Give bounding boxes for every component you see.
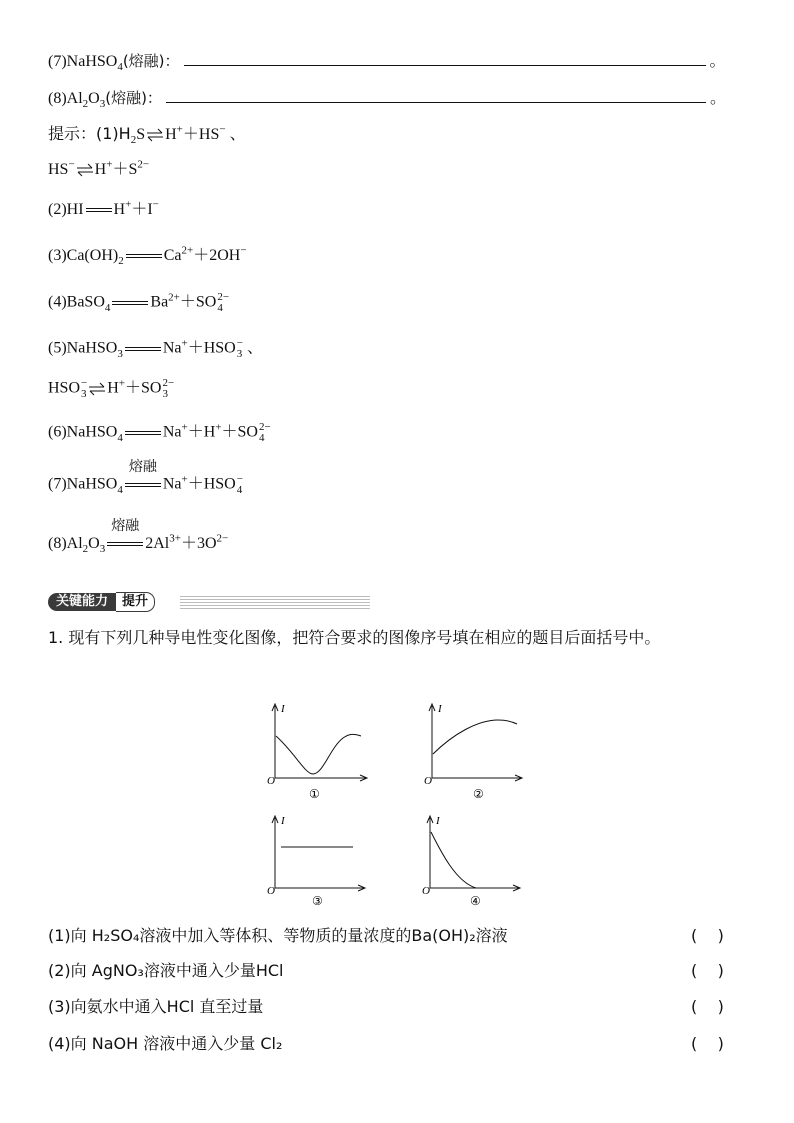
period: 。 (709, 90, 726, 107)
text: SO (237, 423, 258, 441)
graph-2 (418, 698, 533, 802)
axis-origin: O (422, 885, 430, 897)
equals-sign (110, 293, 150, 313)
graph-caption: ③ (312, 894, 323, 908)
hint-line-3: $(3)Ca(OH)_2$ $Ca^{2+}+2OH^-$ (48, 244, 247, 268)
equals-sign-melt (105, 518, 145, 554)
text: H (113, 201, 126, 218)
text: 、 (229, 126, 246, 143)
hint-line-1: 提示：$(1)H_2S$ H+＋HS− 、 (48, 123, 246, 147)
text: (2)HI (48, 201, 84, 218)
text: (4)BaSO (48, 293, 105, 311)
sub-question-4: (4)向 NaOH 溶液中通入少量 Cl₂ (48, 1034, 283, 1053)
text: 2OH (209, 247, 241, 264)
text: 提示：(1)H (48, 124, 131, 143)
text: HSO (48, 379, 81, 397)
hint-line-6: (6)NaHSO$_4$ Na+＋H+＋SO 2− 4 (48, 421, 271, 444)
graph-caption: ① (309, 787, 320, 801)
section-badge (48, 592, 155, 612)
blank-line-7: (7)NaHSO$_4$(熔融)： 。 (48, 52, 726, 74)
graph-3 (261, 812, 371, 908)
answer-paren-2[interactable]: ( ) (691, 961, 724, 980)
blank-line-8: $(8)Al_2O_3$(熔融)： 。 (48, 89, 726, 111)
hint-line-5b: HSO − 3 H+＋SO 2− 3 (48, 377, 175, 400)
axis-origin: O (267, 885, 275, 897)
equals-sign (123, 423, 163, 443)
text: I (147, 201, 153, 218)
period: 。 (709, 53, 726, 70)
text: (7)NaHSO (48, 53, 118, 70)
text: S (128, 161, 138, 178)
axis-y-label: I (438, 703, 442, 715)
hint-line-2: (2)HI H+＋I− (48, 200, 159, 220)
axis-origin: O (424, 775, 432, 787)
hint-line-4: (4)BaSO$_4$ $Ba^{2+}+SO$ 2− 4 (48, 291, 230, 314)
answer-blank-7[interactable] (184, 51, 706, 66)
graph-1 (255, 698, 380, 802)
condition-label: 熔融 (111, 518, 140, 535)
text: Na (162, 339, 182, 357)
axis-origin: O (267, 775, 275, 787)
answer-paren-3[interactable]: ( ) (691, 997, 724, 1016)
equals-sign (84, 200, 114, 220)
text: HS (48, 161, 69, 178)
text: H (165, 126, 177, 143)
sub-question-3: (3)向氨水中通入HCl 直至过量 (48, 997, 264, 1016)
hint-line-8: $(8)Al_2O_3$ 熔融 $2Al^{3+}+3O^{2-}$ (48, 518, 229, 556)
answer-blank-8[interactable] (166, 88, 706, 103)
text: HSO (203, 339, 236, 357)
text: 2Al (145, 535, 170, 552)
text: HS (198, 126, 220, 143)
text: (6)NaHSO (48, 423, 118, 441)
text: (5)NaHSO (48, 339, 118, 357)
badge-left: 关键能力 (48, 593, 116, 611)
text: Ba (150, 293, 169, 311)
text: 、 (246, 339, 263, 357)
answer-paren-4[interactable]: ( ) (691, 1034, 724, 1053)
text: SO (141, 379, 162, 397)
equals-sign-melt (123, 459, 163, 495)
axis-y-label: I (436, 815, 440, 827)
equals-sign (123, 339, 163, 359)
text: (8)Al (48, 535, 83, 552)
axis-y-label: I (281, 703, 285, 715)
axis-y-label: I (281, 815, 285, 827)
text: SO (195, 293, 217, 311)
graph-caption: ② (473, 787, 484, 801)
hint-line-5: (5)NaHSO$_3$ Na+＋HSO − 3 、 (48, 337, 263, 360)
text: H (107, 379, 119, 397)
text: Na (162, 475, 182, 493)
graph-caption: ④ (470, 894, 481, 908)
reversible-arrow-icon (76, 163, 94, 177)
answer-paren-1[interactable]: ( ) (691, 926, 724, 945)
text: 3O (196, 535, 217, 552)
graph-4 (416, 812, 526, 908)
hint-line-7: (7)NaHSO$_4$ 熔融 Na+＋HSO − 4 (48, 459, 243, 496)
hint-line-1b: HS− $H^++S^{2-}$ (48, 158, 150, 178)
text: Ca (163, 247, 182, 264)
reversible-arrow-icon (88, 382, 106, 396)
section-divider (180, 596, 370, 610)
badge-right: 提升 (116, 592, 155, 612)
sub-question-1: (1)向 H₂SO₄溶液中加入等体积、等物质的量浓度的Ba(OH)₂溶液 (48, 926, 508, 945)
question-text: 1. 现有下列几种导电性变化图像，把符合要求的图像序号填在相应的题目后面括号中。 (48, 628, 661, 647)
equals-sign (124, 246, 164, 266)
condition-label: 熔融 (128, 459, 157, 475)
text: (熔融)： (105, 89, 162, 107)
sub-question-2: (2)向 AgNO₃溶液中通入少量HCl (48, 961, 284, 980)
text: HSO (203, 475, 236, 493)
text: (7)NaHSO (48, 475, 118, 493)
text: H (94, 161, 107, 178)
text: (3)Ca(OH) (48, 247, 119, 264)
reversible-arrow-icon (146, 128, 164, 142)
text: (8)Al (48, 90, 83, 107)
text: H (203, 423, 216, 441)
text: Na (162, 423, 182, 441)
text: (熔融)： (122, 52, 180, 70)
